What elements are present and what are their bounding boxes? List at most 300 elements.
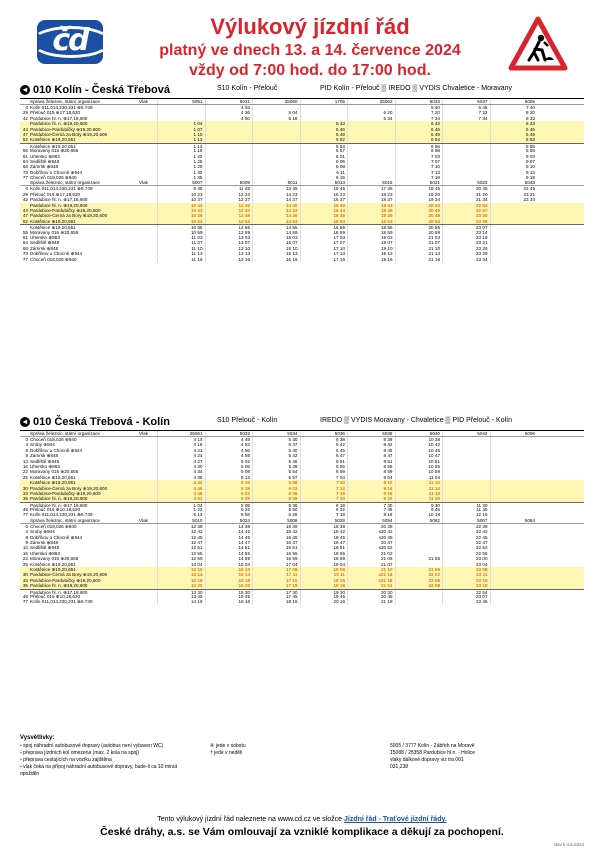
time-cell: 5 40 <box>252 448 300 453</box>
time-cell: 4 34 <box>157 469 205 474</box>
station-cell: Pardubice-Černá za Bory ⊕19,20,600 <box>30 485 108 491</box>
km-cell: 73 <box>22 169 28 175</box>
station-cell: Sruby ⊕944 <box>30 529 55 535</box>
time-cell: 7 14 <box>300 486 348 491</box>
station-cell: Pardubice hl. n. ⊕19,20,600 <box>30 496 88 502</box>
legend-item: 15088 / 25358 Pardubice hl.n. - Holice <box>390 750 476 756</box>
legend-column-3 <box>390 743 580 771</box>
time-cell: 10 42 <box>395 442 443 447</box>
time-cell: 6 15 <box>300 175 348 180</box>
time-cell: 16 47 <box>252 540 300 545</box>
train-number-cell: 5031 <box>205 99 253 104</box>
time-cell: 22 42 <box>442 529 490 534</box>
page-title: Výlukový jízdní řád <box>210 14 410 39</box>
time-cell: 14 37 <box>252 197 300 202</box>
time-cell: 6 43 <box>395 121 443 126</box>
time-cell: 5 42 <box>252 453 300 458</box>
time-cell: 13 07 <box>205 240 253 245</box>
station-cell: Zámrsk ⊕848 <box>30 453 59 459</box>
time-cell: 1 04 <box>157 503 205 507</box>
station-cell: Kostěnice ⊕19,20,651 <box>30 137 76 143</box>
time-cell: 11 16 <box>157 257 205 262</box>
page-header <box>20 6 584 78</box>
km-cell: 55 <box>22 229 28 235</box>
train-number-cell: 5036 <box>300 431 348 436</box>
train-number-cell: 5011 <box>252 180 300 185</box>
time-cell: 16 43 <box>300 208 348 213</box>
time-cell: 16 55 <box>252 551 300 556</box>
time-cell: 5 19 <box>205 486 253 491</box>
time-cell <box>205 137 253 142</box>
km-cell: 68 <box>22 164 28 170</box>
time-cell: 4 36 <box>205 110 253 115</box>
time-cell: 9 07 <box>490 159 538 164</box>
station-cell: Správa železnic, státní organizace <box>30 431 100 436</box>
time-cell: 18 59 <box>347 230 395 235</box>
station-cell: Uhersko ⊕863 <box>30 550 60 556</box>
time-cell: 11 03 <box>157 235 205 240</box>
time-cell: 10 59 <box>395 469 443 474</box>
time-cell: 5 50 <box>252 507 300 512</box>
time-cell: 23 45 <box>442 599 490 604</box>
section-line: S10 Přelouč - Kolín <box>217 417 278 424</box>
time-cell: 14 59 <box>252 230 300 235</box>
section-title-kolin-ceska-trebova: ◂ 010 Kolín - Česká Třebová S10 Kolín - Přelouč PID Kolín - Přelouč ▒ IREDO ▒ VYDIS Chvaletice - Moravany <box>20 84 584 98</box>
time-cell: 6 03 <box>252 486 300 491</box>
time-cell: 5 52 <box>300 137 348 142</box>
time-cell: x21 18 <box>347 578 395 583</box>
time-cell: 4 18 <box>157 442 205 447</box>
time-cell: 23 29 <box>442 251 490 256</box>
time-cell: 1 16 <box>157 148 205 153</box>
time-cell: 22 02 <box>395 572 443 577</box>
time-cell: 13 13 <box>205 251 253 256</box>
time-cell: 18 42 <box>300 529 348 534</box>
time-cell: 11 10 <box>157 246 205 251</box>
time-cell: 11 45 <box>205 186 253 191</box>
station-cell: Pardubice-Černá za Bory ⊕19,20,600 <box>30 572 108 578</box>
time-cell: 16 45 <box>252 535 300 540</box>
km-cell: 22 <box>22 556 28 562</box>
time-cell: 23 18 <box>442 583 490 588</box>
time-cell: 5 04 <box>252 110 300 115</box>
time-cell: 14 55 <box>252 225 300 229</box>
time-cell: 8 58 <box>490 148 538 153</box>
station-cell: Dobříkov u Chocně ⊕944 <box>30 447 83 453</box>
km-cell: 29 <box>22 191 28 197</box>
station-cell: Kolín 011,014,230,231 ⊕6.749 <box>30 186 93 192</box>
time-cell: 21 06 <box>347 556 395 561</box>
train-number-cell: 5034 <box>252 431 300 436</box>
time-cell: 5 57 <box>252 475 300 480</box>
station-cell: Uhersko ⊕863 <box>30 153 60 159</box>
station-cell: Kostěnice ⊕19,20,651 <box>30 561 76 567</box>
train-number-cell: 25061 <box>157 431 205 436</box>
time-cell: 21 07 <box>347 562 395 567</box>
time-cell: 13 45 <box>157 594 205 599</box>
station-cell: Sedliště ⊕948 <box>30 458 60 464</box>
time-cell: 14 38 <box>205 524 253 529</box>
time-cell: 16 40 <box>300 203 348 208</box>
time-cell: 9 13 <box>490 170 538 175</box>
station-cell: Kostěnice ⊕19,20,651 <box>30 566 76 572</box>
time-cell: 10 47 <box>395 453 443 458</box>
time-cell: 4 27 <box>157 459 205 464</box>
time-cell: 22 54 <box>442 590 490 594</box>
legend <box>20 735 584 777</box>
time-cell: 19 45 <box>300 594 348 599</box>
time-cell: 21 55 <box>395 556 443 561</box>
time-cell: 10 43 <box>157 208 205 213</box>
time-cell: 14 46 <box>252 213 300 218</box>
time-cell: 12 46 <box>205 213 253 218</box>
time-cell: 9 10 <box>490 164 538 169</box>
time-cell: 19 07 <box>347 240 395 245</box>
time-cell: x20 42 <box>347 529 395 534</box>
time-cell: 7 20 <box>395 110 443 115</box>
km-cell: 42 <box>22 115 28 121</box>
time-cell: 5 22 <box>205 507 253 512</box>
train-number-cell: 5033 <box>395 99 443 104</box>
station-cell: Kostěnice ⊕19,20,651 <box>30 225 76 230</box>
time-cell: 6 32 <box>300 507 348 512</box>
time-cell <box>490 219 538 224</box>
time-cell: 23 34 <box>442 257 490 262</box>
km-cell: 16 <box>22 550 28 556</box>
time-cell: 21 07 <box>395 240 443 245</box>
time-cell: 8 55 <box>347 464 395 469</box>
km-cell: 47 <box>22 131 28 137</box>
time-cell: 17 30 <box>252 590 300 594</box>
time-cell: 18 46 <box>347 208 395 213</box>
time-cell: 15 04 <box>205 562 253 567</box>
km-cell: 4 <box>25 442 28 448</box>
time-cell: 19 30 <box>300 590 348 594</box>
time-cell: 22 52 <box>442 545 490 550</box>
time-cell: 5 18 <box>252 116 300 121</box>
time-cell: 7 23 <box>442 110 490 115</box>
footer-apology: České dráhy, a.s. se Vám omlouvají za vzniklé komplikace a děkují za pochopení. <box>100 826 504 838</box>
time-cell: 1 04 <box>157 121 205 126</box>
time-cell: 5 36 <box>252 503 300 507</box>
timetable-row <box>20 137 584 142</box>
time-cell: 21 18 <box>347 599 395 604</box>
time-cell: 19 03 <box>347 235 395 240</box>
km-cell: 25 <box>22 474 28 480</box>
note-cell <box>139 599 157 604</box>
time-cell: 12 59 <box>205 230 253 235</box>
time-cell: 12 23 <box>205 192 253 197</box>
validity-dates: platný ve dnech 13. a 14. července 2024 <box>159 42 461 59</box>
time-cell: 1 10 <box>157 132 205 137</box>
time-cell: 6 58 <box>395 148 443 153</box>
time-cell: 4 59 <box>205 453 253 458</box>
time-cell: 22 47 <box>442 540 490 545</box>
time-cell: 11 04 <box>395 475 443 480</box>
direction-arrow-icon: ◂ <box>20 417 30 427</box>
time-cell: 18 16 <box>252 599 300 604</box>
station-cell: Moravany 016 ⊕20,655 <box>30 229 79 235</box>
time-cell: 5 09 <box>205 469 253 474</box>
time-cell: 18 55 <box>347 225 395 229</box>
station-cell: Správa železnic, státní organizace <box>30 99 100 104</box>
time-cell: 4 42 <box>157 480 205 485</box>
time-cell: 16 42 <box>252 529 300 534</box>
time-cell: 19 11 <box>300 572 348 577</box>
train-number-cell: 5067 <box>442 518 490 523</box>
km-cell <box>20 431 29 436</box>
time-cell: 6 01 <box>300 154 348 159</box>
time-cell: 14 43 <box>252 208 300 213</box>
time-cell: 15 16 <box>252 257 300 262</box>
time-cell: 22 55 <box>442 551 490 556</box>
train-number-cell: 5032 <box>205 431 253 436</box>
page-footer <box>20 816 584 847</box>
train-number-cell: 5038 <box>347 431 395 436</box>
time-cell: 16 53 <box>300 219 348 224</box>
time-cell: 18 54 <box>347 219 395 224</box>
time-cell: 19 13 <box>347 251 395 256</box>
train-number-cell: 5005 <box>490 99 538 104</box>
time-cell: 17 18 <box>252 583 300 588</box>
time-cell: 6 49 <box>395 132 443 137</box>
time-cell: 23 00 <box>442 556 490 561</box>
train-number-cell: 5051 <box>157 99 205 104</box>
time-cell: 22 06 <box>395 578 443 583</box>
km-cell: 9 <box>25 540 28 546</box>
station-cell: Kostěnice ⊕19,20,651 <box>30 474 76 480</box>
station-cell: Přelouč 015 ⊕10,18,620 <box>30 593 81 599</box>
time-cell: 20 54 <box>395 219 443 224</box>
time-cell: 16 37 <box>300 197 348 202</box>
time-cell: x20 45 <box>347 535 395 540</box>
time-cell: 4 14 <box>157 437 205 442</box>
time-cell: 4 21 <box>157 448 205 453</box>
km-cell: 47 <box>22 213 28 219</box>
station-cell: Přelouč 015 ⊕17,18,620 <box>30 191 81 197</box>
time-cell: 5 46 <box>252 459 300 464</box>
legend-item: 031,238 <box>390 764 409 770</box>
time-cell <box>490 257 538 262</box>
note-cell: Vlak <box>139 431 148 436</box>
time-cell: 20 49 <box>395 213 443 218</box>
time-cell: 6 11 <box>300 170 348 175</box>
time-cell: 15 13 <box>252 251 300 256</box>
timetable-row <box>20 219 584 224</box>
km-cell: 52 <box>22 218 28 224</box>
footer-info: Tento výlukový jízdní řád naleznete na www.cd.cz ve složce Jízdní řád - Traťové jízdní řády. <box>157 816 447 823</box>
station-cell: Přelouč 015 ⊕17.18,620 <box>30 110 81 116</box>
time-cell: 16 59 <box>300 230 348 235</box>
time-cell: 1 22 <box>157 154 205 159</box>
note-cell: Vlak <box>139 99 148 104</box>
time-cell: 11 45 <box>442 507 490 512</box>
time-cell: 5 43 <box>300 121 348 126</box>
time-cell: 18 37 <box>347 197 395 202</box>
station-cell: Dobříkov u Chocně ⊕944 <box>30 251 83 257</box>
legend-column-1: ▪ spoj náhradní autobusové dopravy (autobus není vybaven WC) ▪ přeprava jízdních kol omezena (max. 2 kola na spoj) ▪ přeprava cestujících na vozíku zajištěna ▪ vlak čeká na přípoj náhradní autobusové dopravy, bude-li ca 10 minut opožděn <box>20 743 178 777</box>
time-cell: 4 24 <box>157 453 205 458</box>
km-cell: 77 <box>22 512 28 518</box>
km-cell: 52 <box>22 137 28 143</box>
time-cell: 6 46 <box>490 127 538 132</box>
time-cell: 16 51 <box>252 545 300 550</box>
time-cell: 10 46 <box>157 213 205 218</box>
station-cell: Pardubice-Pardubičky ⊕19,20,600 <box>30 126 101 132</box>
time-cell: 11 14 <box>395 486 443 491</box>
time-cell: 23 06 <box>442 219 490 224</box>
station-cell: Kolín 011,014,230,231 ⊕6.749 <box>30 512 93 518</box>
km-cell: 0 <box>25 186 28 192</box>
time-cell: 5 49 <box>300 132 348 137</box>
time-cell: 6 47 <box>300 453 348 458</box>
km-cell <box>20 518 29 523</box>
time-cell: 8 33 <box>490 116 538 121</box>
time-cell: 14 23 <box>252 192 300 197</box>
km-cell: 33 <box>22 577 28 583</box>
time-cell: 23 04 <box>442 562 490 567</box>
station-cell: Choceň 018,026 ⊕940 <box>30 523 77 529</box>
time-cell: 14 16 <box>157 599 205 604</box>
time-cell: 9 14 <box>347 486 395 491</box>
time-cell: 12 42 <box>157 529 205 534</box>
legend-heading: Vysvětlivky: <box>20 735 55 741</box>
time-cell: 6 43 <box>490 121 538 126</box>
timetable-link[interactable]: Jízdní řád - Traťové jízdní řády. <box>343 816 447 823</box>
station-cell: Pardubice hl. n. ⊕17,18,600 <box>30 197 88 203</box>
station-cell: Pardubice hl. n. ⊕19,20,600 <box>30 121 88 127</box>
time-cell: 7 10 <box>395 164 443 169</box>
time-cell: 10 59 <box>157 230 205 235</box>
time-cell: 14 59 <box>205 556 253 561</box>
time-cell: 11 30 <box>442 503 490 507</box>
time-cell: 5 25 <box>205 496 253 501</box>
time-cell: 8 51 <box>347 459 395 464</box>
time-cell: 20 47 <box>347 540 395 545</box>
time-cell: 17 11 <box>252 572 300 577</box>
time-cell: 16 23 <box>300 192 348 197</box>
time-cell: 21 21 <box>347 583 395 588</box>
train-number-cell: 5008 <box>252 518 300 523</box>
time-cell: 9 45 <box>395 507 443 512</box>
note-cell <box>139 257 157 262</box>
km-cell: 68 <box>22 245 28 251</box>
train-number-cell: 5013 <box>300 180 348 185</box>
station-cell: Moravany 016 ⊕20,655 <box>30 148 79 154</box>
time-cell: 21 10 <box>347 567 395 572</box>
time-cell: 17 03 <box>300 235 348 240</box>
km-cell: 35 <box>22 583 28 589</box>
station-cell: Zámrsk ⊕848 <box>30 245 59 251</box>
time-cell: 23 26 <box>442 246 490 251</box>
time-cell: 12 38 <box>157 524 205 529</box>
km-cell: 13 <box>22 458 28 464</box>
time-cell: 5 05 <box>205 464 253 469</box>
legend-item: jede v neděli <box>214 750 243 756</box>
time-cell: 17 07 <box>300 240 348 245</box>
time-cell: 10 23 <box>157 192 205 197</box>
time-cell: 17 13 <box>300 251 348 256</box>
note-cell: Vlak <box>139 517 148 523</box>
time-cell: 4 38 <box>157 475 205 480</box>
time-cell: 5 02 <box>205 459 253 464</box>
time-cell: 8 42 <box>347 442 395 447</box>
time-cell: 20 16 <box>300 599 348 604</box>
time-cell: 4 30 <box>157 464 205 469</box>
time-cell: 1 07 <box>157 127 205 132</box>
time-cell: 6 55 <box>395 144 443 148</box>
time-cell: 6 54 <box>395 137 443 142</box>
time-cell: 6 59 <box>300 469 348 474</box>
station-cell: Uhersko ⊕863 <box>30 463 60 469</box>
time-cell: 4 48 <box>157 491 205 496</box>
time-cell: 22 08 <box>395 583 443 588</box>
time-cell: 13 14 <box>157 572 205 577</box>
time-cell: 5 30 <box>252 437 300 442</box>
time-cell: 5 59 <box>252 480 300 485</box>
footer-date: stav k 4.6.2024 <box>553 842 584 847</box>
station-cell: Pardubice hl. n. ⊕17,18,600 <box>30 589 88 594</box>
time-cell: 18 23 <box>347 192 395 197</box>
time-cell: 10 38 <box>395 437 443 442</box>
time-cell: 6 34 <box>347 116 395 121</box>
time-cell: 7 34 <box>395 116 443 121</box>
time-cell: 6 45 <box>442 105 490 110</box>
time-cell: 7 18 <box>300 491 348 496</box>
time-cell: 18 51 <box>300 545 348 550</box>
km-cell: 0 <box>25 105 28 110</box>
time-cell: 15 10 <box>205 567 253 572</box>
time-cell: 11 18 <box>395 491 443 496</box>
legend-item: přeprava cestujících na vozíku zajištěna <box>23 757 112 763</box>
time-cell: 15 03 <box>252 235 300 240</box>
time-cell: 7 10 <box>300 480 348 485</box>
time-cell: 9 03 <box>490 154 538 159</box>
time-cell: 21 18 <box>395 257 443 262</box>
time-cell: 5 53 <box>300 144 348 148</box>
time-cell: 17 45 <box>347 186 395 191</box>
time-cell: 22 45 <box>442 535 490 540</box>
time-cell: 19 08 <box>300 567 348 572</box>
time-cell: 14 55 <box>205 551 253 556</box>
km-cell: 16 <box>22 463 28 469</box>
time-cell: 1 35 <box>157 175 205 180</box>
time-cell: 23 14 <box>442 230 490 235</box>
train-number-cell: 5010 <box>157 518 205 523</box>
time-cell: 4 51 <box>157 496 205 501</box>
km-cell <box>20 180 29 185</box>
time-cell: 13 04 <box>157 562 205 567</box>
train-number-cell: 5028 <box>300 518 348 523</box>
time-cell: 6 51 <box>300 459 348 464</box>
time-cell: 14 42 <box>205 529 253 534</box>
time-cell: 21 20 <box>442 192 490 197</box>
time-cell: 9 04 <box>347 475 395 480</box>
time-cell: 15 18 <box>205 578 253 583</box>
time-cell: 6 42 <box>300 442 348 447</box>
train-number-cell: 5024 <box>205 518 253 523</box>
time-cell: 18 47 <box>300 540 348 545</box>
time-cell: 9 30 <box>395 503 443 507</box>
time-cell: 10 55 <box>157 225 205 229</box>
time-cell: 8 20 <box>490 110 538 115</box>
timetable-row <box>20 496 584 501</box>
time-cell: 23 07 <box>442 594 490 599</box>
time-cell: 12 43 <box>205 208 253 213</box>
time-cell: 23 15 <box>442 578 490 583</box>
time-cell: 16 16 <box>205 599 253 604</box>
station-cell: Moravany 016 ⊕20,655 <box>30 469 79 475</box>
